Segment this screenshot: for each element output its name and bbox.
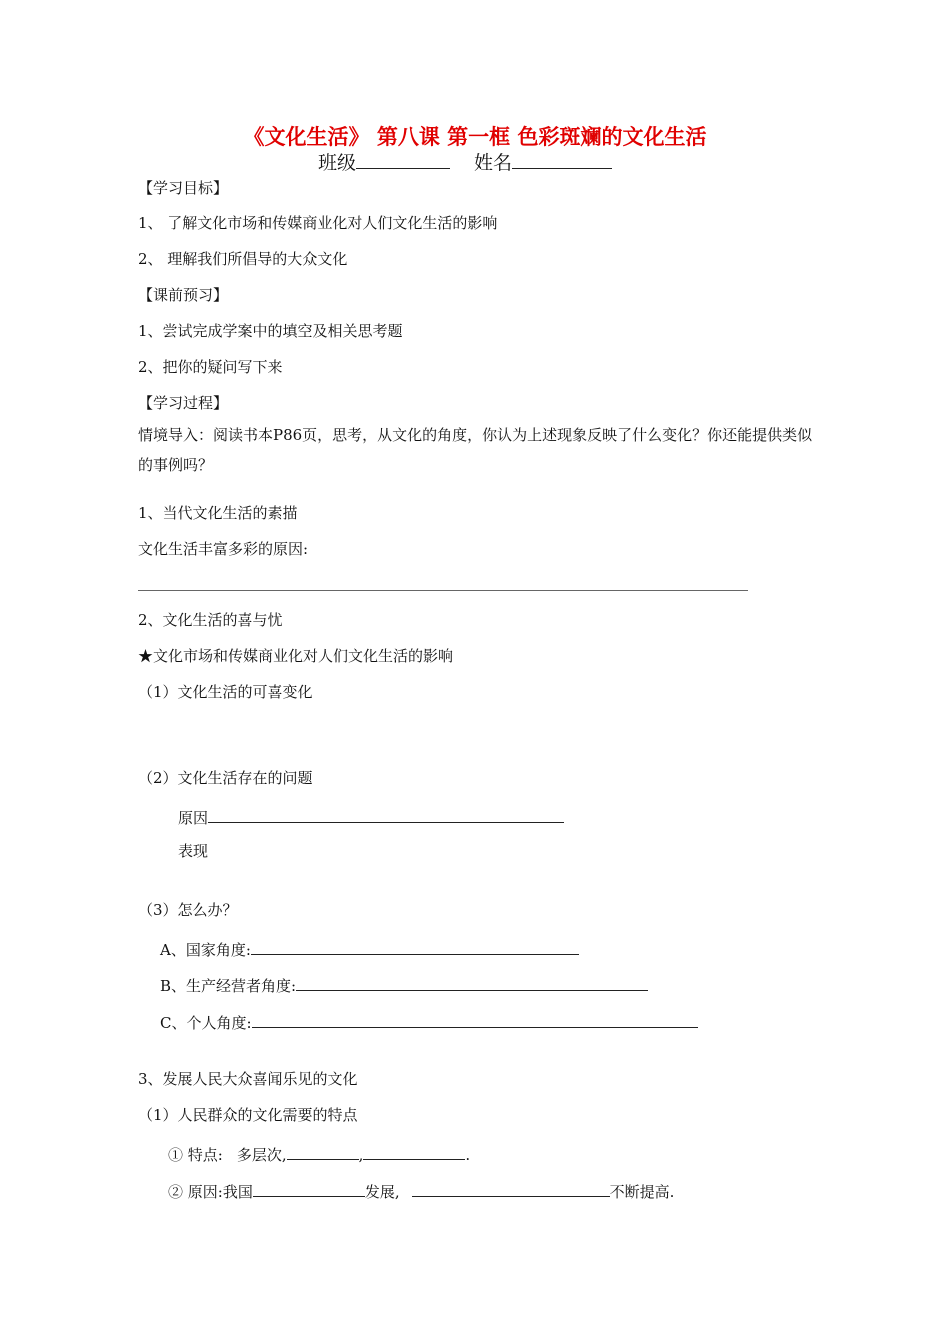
reason-blank-1[interactable] bbox=[253, 1178, 365, 1197]
cause-blank[interactable] bbox=[208, 804, 564, 823]
producer-blank[interactable] bbox=[296, 972, 648, 991]
section-1-title: 1、当代文化生活的素描 bbox=[138, 504, 298, 522]
intro-paragraph: 情境导入：阅读书本P86页，思考，从文化的角度，你认为上述现象反映了什么变化？你还能提供类似的事例吗？ bbox=[138, 426, 813, 474]
name-blank[interactable] bbox=[512, 150, 612, 169]
section-3-part-1: （1）人民群众的文化需要的特点 bbox=[138, 1106, 358, 1124]
goal-item-2: 2、 理解我们所倡导的大众文化 bbox=[138, 250, 348, 268]
reason-label: ② 原因:我国 bbox=[168, 1183, 253, 1201]
individual-line bbox=[160, 1009, 698, 1033]
reason-mid: 发展, bbox=[364, 1183, 400, 1201]
process-header: 【学习过程】 bbox=[138, 394, 229, 412]
cause-line bbox=[178, 804, 564, 828]
features-period: . bbox=[465, 1146, 471, 1164]
section-2-part-2: （2）文化生活存在的问题 bbox=[138, 769, 313, 787]
section-2-part-3: （3）怎么办？ bbox=[138, 901, 238, 919]
goals-header: 【学习目标】 bbox=[138, 179, 229, 197]
features-line bbox=[168, 1141, 470, 1165]
features-value: 多层次, bbox=[236, 1146, 287, 1164]
class-blank[interactable] bbox=[356, 150, 450, 169]
country-line bbox=[160, 936, 579, 960]
section-2-title: 2、文化生活的喜与忧 bbox=[138, 611, 283, 629]
individual-label: C、个人角度: bbox=[160, 1014, 252, 1032]
features-blank-1[interactable] bbox=[287, 1141, 359, 1160]
producer-line bbox=[160, 972, 648, 996]
features-label: ① 特点: bbox=[168, 1146, 223, 1164]
answer-line[interactable] bbox=[138, 590, 748, 591]
country-label: A、国家角度: bbox=[160, 941, 251, 959]
show-label: 表现 bbox=[178, 842, 209, 860]
preview-item-1: 1、尝试完成学案中的填空及相关思考题 bbox=[138, 322, 403, 340]
class-label: 班级 bbox=[318, 152, 357, 174]
section-3-title: 3、发展人民大众喜闻乐见的文化 bbox=[138, 1070, 358, 1088]
reason-line bbox=[168, 1178, 674, 1202]
preview-header: 【课前预习】 bbox=[138, 286, 229, 304]
goal-item-1: 1、 了解文化市场和传媒商业化对人们文化生活的影响 bbox=[138, 214, 498, 232]
individual-blank[interactable] bbox=[252, 1009, 698, 1028]
cause-label: 原因 bbox=[178, 809, 209, 827]
document-title: 《文化生活》 第八课 第一框 色彩斑斓的文化生活 bbox=[243, 125, 707, 149]
features-comma: , bbox=[358, 1146, 364, 1164]
reason-end: 不断提高. bbox=[609, 1183, 675, 1201]
country-blank[interactable] bbox=[251, 936, 579, 955]
section-2-star-item: ★文化市场和传媒商业化对人们文化生活的影响 bbox=[138, 647, 454, 665]
features-blank-2[interactable] bbox=[363, 1141, 465, 1160]
section-2-part-1: （1）文化生活的可喜变化 bbox=[138, 683, 313, 701]
producer-label: B、生产经营者角度: bbox=[160, 977, 297, 995]
reason-blank-2[interactable] bbox=[412, 1178, 610, 1197]
name-label: 姓名 bbox=[474, 152, 513, 174]
preview-item-2: 2、把你的疑问写下来 bbox=[138, 358, 283, 376]
class-name-line bbox=[318, 150, 612, 175]
section-1-reason: 文化生活丰富多彩的原因: bbox=[138, 540, 309, 558]
